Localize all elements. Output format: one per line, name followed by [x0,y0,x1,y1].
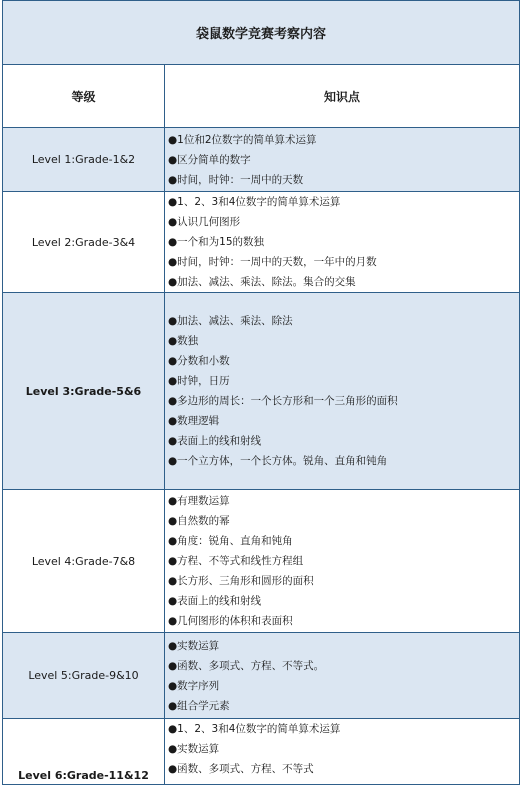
table-row [3,192,520,293]
list-item: ●实数运算 [168,639,220,652]
list-item: ●时间，时钟：一周中的天数 [168,173,304,186]
list-item: ●函数、多项式、方程、不等式 [168,763,314,775]
list-item: ●函数、多项式、方程、不等式。 [168,659,325,672]
list-item: ●加法、减法、乘法、除法。集合的交集 [168,276,356,288]
row-points [165,293,520,490]
list-item: ●角度：锐角、直角和钝角 [168,535,293,547]
list-item: ●一个和为15的数独 [168,236,265,248]
table-row [3,293,520,490]
row-level: Level 3:Grade-5&6 [3,293,165,490]
header-points: 知识点 [165,65,520,128]
list-item: ●数理逻辑 [168,415,220,427]
list-item: ●时钟，日历 [168,375,230,387]
list-item: ●实数运算 [168,743,220,755]
list-item: ●区分简单的数字 [168,153,251,166]
row-level: Level 5:Grade-9&10 [3,633,165,719]
list-item: ●分数和小数 [168,355,230,367]
list-item: ●自然数的幂 [168,515,230,527]
list-item: ●加法、减法、乘法、除法 [168,315,293,327]
list-item: ●时间，时钟：一周中的天数，一年中的月数 [168,256,377,268]
list-item: ●数独 [168,335,199,347]
list-item: ●几何图形的体积和表面积 [168,615,293,627]
row-level: Level 6:Grade-11&12 [3,719,165,785]
list-item: ●1、2、3和4位数字的简单算术运算 [168,196,341,208]
table-title: 袋鼠数学竞赛考察内容 [3,1,520,65]
row-points [165,192,520,293]
list-item: ●1、2、3和4位数字的简单算术运算 [168,723,341,735]
row-points [165,128,520,192]
table-row [3,490,520,633]
list-item: ●一个立方体，一个长方体。锐角、直角和钝角 [168,455,388,467]
list-item: ●组合学元素 [168,699,230,712]
list-item: ●表面上的线和射线 [168,435,262,447]
contest-content-table [2,0,520,785]
table-row [3,633,520,719]
list-item: ●数字序列 [168,679,220,692]
row-points [165,633,520,719]
row-level: Level 1:Grade-1&2 [3,128,165,192]
row-points [165,490,520,633]
list-item: ●长方形、三角形和圆形的面积 [168,575,314,587]
list-item: ●认识几何图形 [168,216,241,228]
list-item: ●有理数运算 [168,495,230,507]
list-item: ●方程、不等式和线性方程组 [168,555,304,567]
table-row [3,128,520,192]
header-level: 等级 [3,65,165,128]
list-item: ●表面上的线和射线 [168,595,262,607]
row-level: Level 2:Grade-3&4 [3,192,165,293]
row-level: Level 4:Grade-7&8 [3,490,165,633]
list-item: ●多边形的周长：一个长方形和一个三角形的面积 [168,395,398,407]
list-item: ●1位和2位数字的简单算术运算 [168,133,317,146]
